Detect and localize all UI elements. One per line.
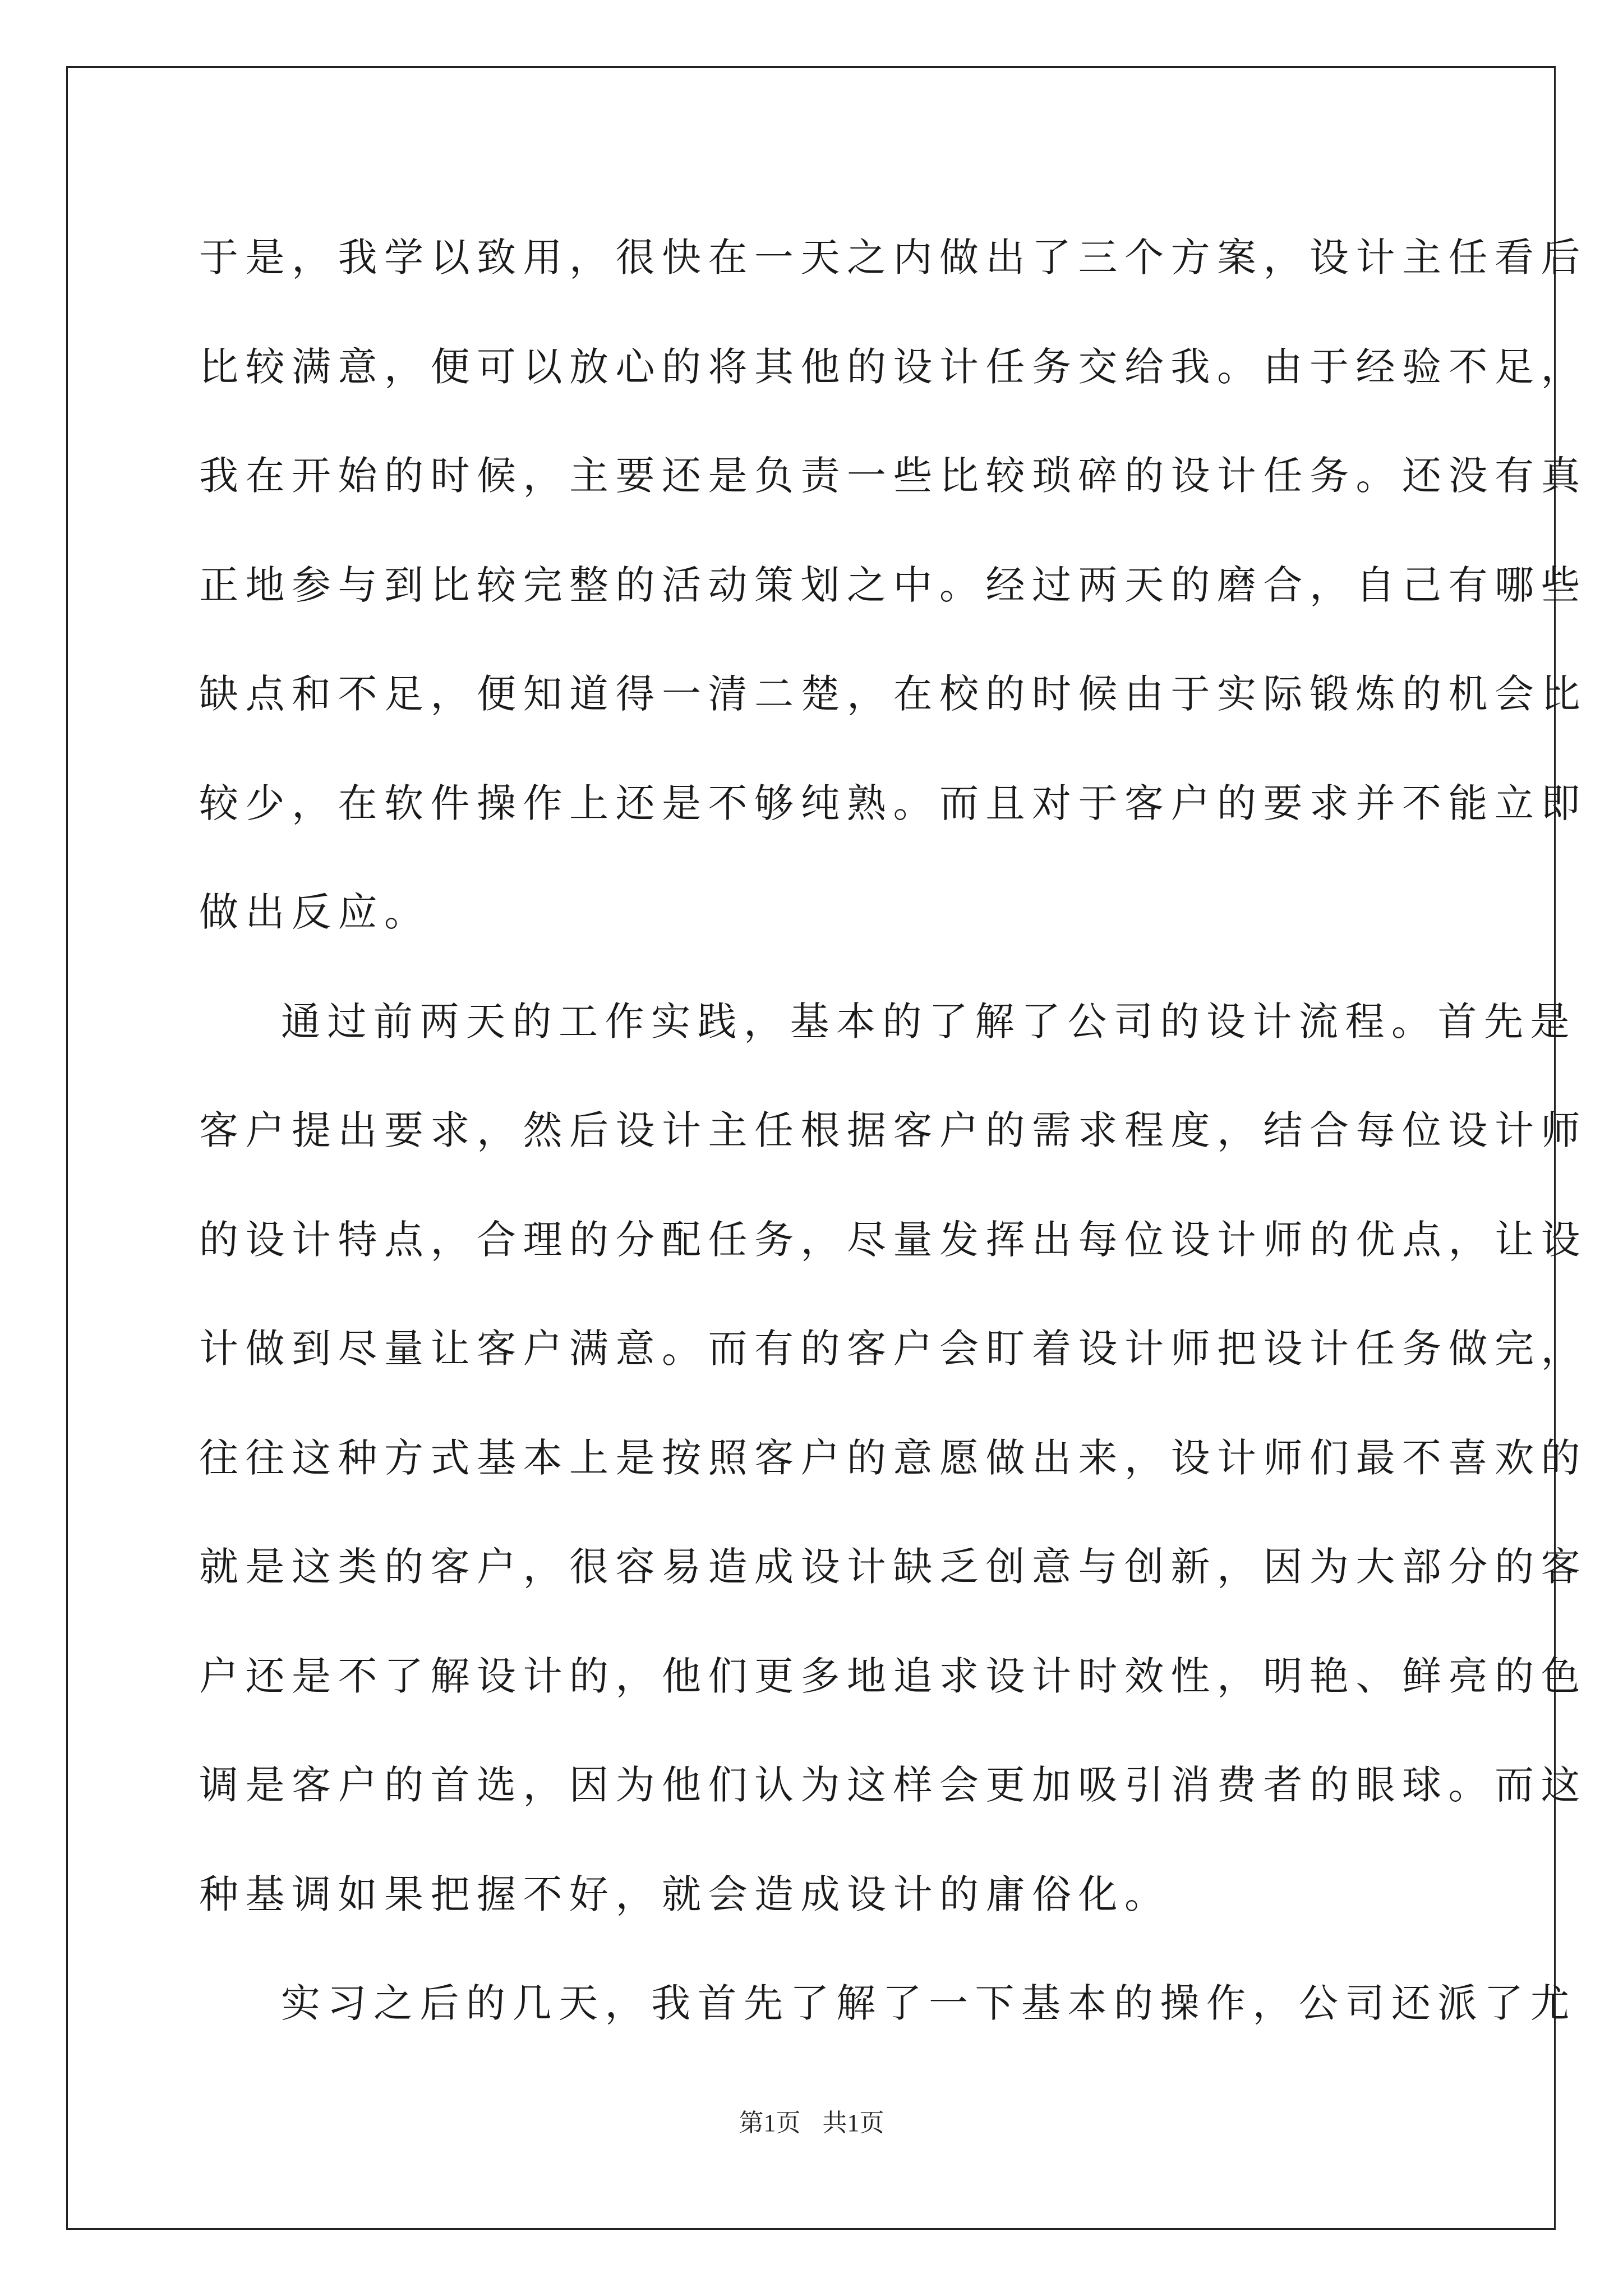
text-line: 通过前两天的工作实践，基本的了解了公司的设计流程。首先是 xyxy=(281,998,1576,1045)
text-line: 计做到尽量让客户满意。而有的客户会盯着设计师把设计任务做完， xyxy=(199,1326,1587,1372)
page-number: 第1页 xyxy=(739,2109,801,2137)
document-body xyxy=(199,203,1587,2058)
page-total: 共1页 xyxy=(822,2109,884,2137)
text-line: 调是客户的首选，因为他们认为这样会更加吸引消费者的眼球。而这 xyxy=(199,1762,1587,1808)
text-line: 我在开始的时候，主要还是负责一些比较琐碎的设计任务。还没有真 xyxy=(199,453,1587,499)
text-line: 种基调如果把握不好，就会造成设计的庸俗化。 xyxy=(199,1871,1171,1917)
text-line: 缺点和不足，便知道得一清二楚，在校的时候由于实际锻炼的机会比 xyxy=(199,671,1587,717)
text-line: 往往这种方式基本上是按照客户的意愿做出来，设计师们最不喜欢的 xyxy=(199,1434,1587,1481)
text-line: 做出反应。 xyxy=(199,889,431,935)
text-line: 客户提出要求，然后设计主任根据客户的需求程度，结合每位设计师 xyxy=(199,1107,1587,1153)
text-line: 较少，在软件操作上还是不够纯熟。而且对于客户的要求并不能立即 xyxy=(199,780,1587,826)
text-line: 比较满意，便可以放心的将其他的设计任务交给我。由于经验不足， xyxy=(199,343,1587,390)
text-line: 的设计特点，合理的分配任务，尽量发挥出每位设计师的优点，让设 xyxy=(199,1216,1587,1263)
text-line: 就是这类的客户，很容易造成设计缺乏创意与创新，因为大部分的客 xyxy=(199,1544,1587,1590)
text-line: 实习之后的几天，我首先了解了一下基本的操作，公司还派了尤 xyxy=(281,1980,1576,2026)
text-line: 正地参与到比较完整的活动策划之中。经过两天的磨合，自己有哪些 xyxy=(199,562,1587,608)
page-footer xyxy=(0,2102,1623,2138)
text-line: 户还是不了解设计的，他们更多地追求设计时效性，明艳、鲜亮的色 xyxy=(199,1653,1587,1699)
text-line: 于是，我学以致用，很快在一天之内做出了三个方案，设计主任看后 xyxy=(199,234,1587,280)
